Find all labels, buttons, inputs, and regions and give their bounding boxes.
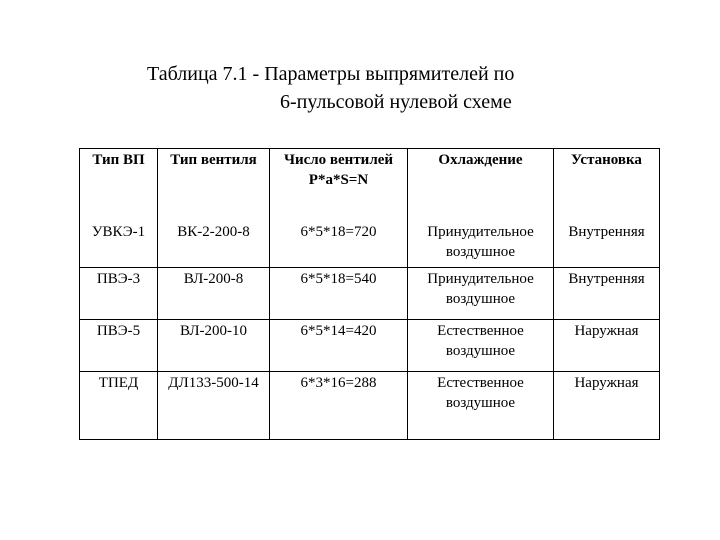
- table-cell: ВК-2-200-8: [158, 222, 270, 268]
- header-cell: Тип ВП: [80, 149, 158, 223]
- table-row: [80, 222, 660, 268]
- table-cell: ВЛ-200-10: [158, 320, 270, 372]
- table-cell: 6*3*16=288: [270, 372, 408, 440]
- table-cell: Наружная: [554, 372, 660, 440]
- table-cell: Принудительное воздушное: [408, 268, 554, 320]
- table-row: [80, 372, 660, 440]
- table-cell: 6*5*14=420: [270, 320, 408, 372]
- header-cell: Установка: [554, 149, 660, 223]
- table-cell: УВКЭ-1: [80, 222, 158, 268]
- caption-line-2: 6-пульсовой нулевой схеме: [280, 91, 512, 113]
- caption-line-1: Таблица 7.1 - Параметры выпрямителей по: [147, 63, 515, 85]
- table-cell: ПВЭ-5: [80, 320, 158, 372]
- table-cell: ТПЕД: [80, 372, 158, 440]
- table-cell: Естественное воздушное: [408, 320, 554, 372]
- table-row: [80, 268, 660, 320]
- table-cell: Внутренняя: [554, 268, 660, 320]
- header-cell: Охлаждение: [408, 149, 554, 223]
- table-cell: ДЛ133-500-14: [158, 372, 270, 440]
- table-cell: Внутренняя: [554, 222, 660, 268]
- table-cell: ВЛ-200-8: [158, 268, 270, 320]
- table-header-row: [80, 149, 660, 223]
- header-cell: Число вентилей P*a*S=N: [270, 149, 408, 223]
- table-cell: 6*5*18=720: [270, 222, 408, 268]
- table-cell: Естественное воздушное: [408, 372, 554, 440]
- rectifier-parameters-table: [79, 148, 660, 440]
- table-cell: Наружная: [554, 320, 660, 372]
- table-cell: 6*5*18=540: [270, 268, 408, 320]
- table-cell: ПВЭ-3: [80, 268, 158, 320]
- table-cell: Принудительное воздушное: [408, 222, 554, 268]
- header-cell: Тип вентиля: [158, 149, 270, 223]
- table-row: [80, 320, 660, 372]
